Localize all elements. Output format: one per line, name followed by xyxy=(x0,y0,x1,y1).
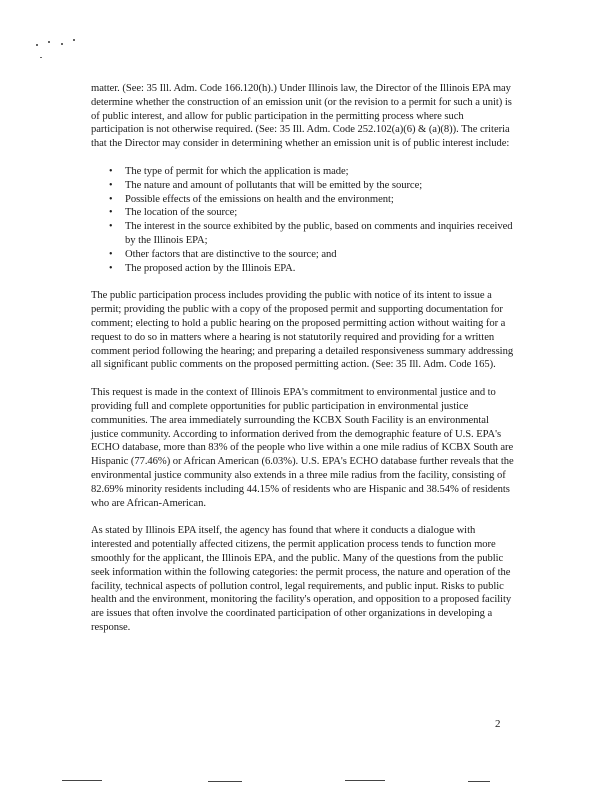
public-participation-paragraph: The public participation process includes providing the public with notice of its intent to issue a permit; providing the public with a copy of the proposed permit and supporting documentation for comment; electing to hold a public hearing on the proposed permitting action without waiting for a request to do so in matters where a hearing is not statutorily required and providing for a written comment period following the hearing; and preparing a detailed responsiveness summary addressing all significant public comments on the proposed permitting action. (See: 35 Ill. Adm. Code 165). xyxy=(91,290,514,371)
criteria-item: • Other factors that are distinctive to the source; and xyxy=(91,248,515,262)
scan-edge-mark xyxy=(468,781,490,782)
criteria-item: • The nature and amount of pollutants that will be emitted by the source; xyxy=(91,179,515,193)
criteria-item: • Possible effects of the emissions on health and the environment; xyxy=(91,193,515,207)
criteria-item: • The location of the source; xyxy=(91,206,515,220)
scan-edge-mark xyxy=(62,780,102,781)
scan-speck xyxy=(36,44,38,46)
criteria-item: • The type of permit for which the application is made; xyxy=(91,165,515,179)
scan-edge-mark xyxy=(345,780,385,781)
criteria-item: • The interest in the source exhibited by the public, based on comments and inquiries received by the Illinois EPA; xyxy=(91,220,515,248)
scan-speck xyxy=(73,39,75,41)
criteria-list xyxy=(91,165,515,275)
environmental-justice-paragraph: This request is made in the context of Illinois EPA's commitment to environmental justice and to providing full and complete opportunities for public participation in environmental justice communities. The area immediately surrounding the KCBX South Facility is an environmental justice community. According to information derived from the demographic feature of U.S. EPA's ECHO database, more than 83% of the people who live within a one mile radius of KCBX South are Hispanic (77.46%) or African American (6.03%). U.S. EPA's ECHO database further reveals that the environmental justice community also extends in a three mile radius from the facility, consisting of 82.69% minority residents including 44.15% of residents who are Hispanic and 38.54% of residents who are African-American. xyxy=(91,387,514,509)
criteria-item: • The proposed action by the Illinois EPA. xyxy=(91,262,515,276)
scan-speck xyxy=(61,43,63,45)
scan-edge-mark xyxy=(208,781,242,782)
scan-speck xyxy=(40,57,42,58)
agency-dialogue-paragraph: As stated by Illinois EPA itself, the agency has found that where it conducts a dialogue with interested and potentially affected citizens, the permit application process tends to function more smoothly for the applicant, the Illinois EPA, and the public. Many of the questions from the public seek information within the following categories: the permit process, the nature and operation of the facility, technical aspects of pollution control, legal requirements, and public input. Risks to public health and the environment, monitoring the facility's operation, and opposition to a proposed facility are issues that often involve the coordinated participation of other organizations in developing a response. xyxy=(91,525,512,633)
intro-paragraph: matter. (See: 35 Ill. Adm. Code 166.120(h).) Under Illinois law, the Director of the Illinois EPA may determine whether the construction of an emission unit (or the revision to a permit for such a unit) is of public interest, and allow for public participation in the permitting process where such participation is not otherwise required. (See: 35 Ill. Adm. Code 252.102(a)(6) & (a)(8)). The criteria that the Director may consider in determining whether an emission unit is of public interest include: xyxy=(91,83,512,150)
scan-speck xyxy=(48,41,50,43)
page-number: 2 xyxy=(495,718,501,730)
document-body xyxy=(91,82,515,649)
